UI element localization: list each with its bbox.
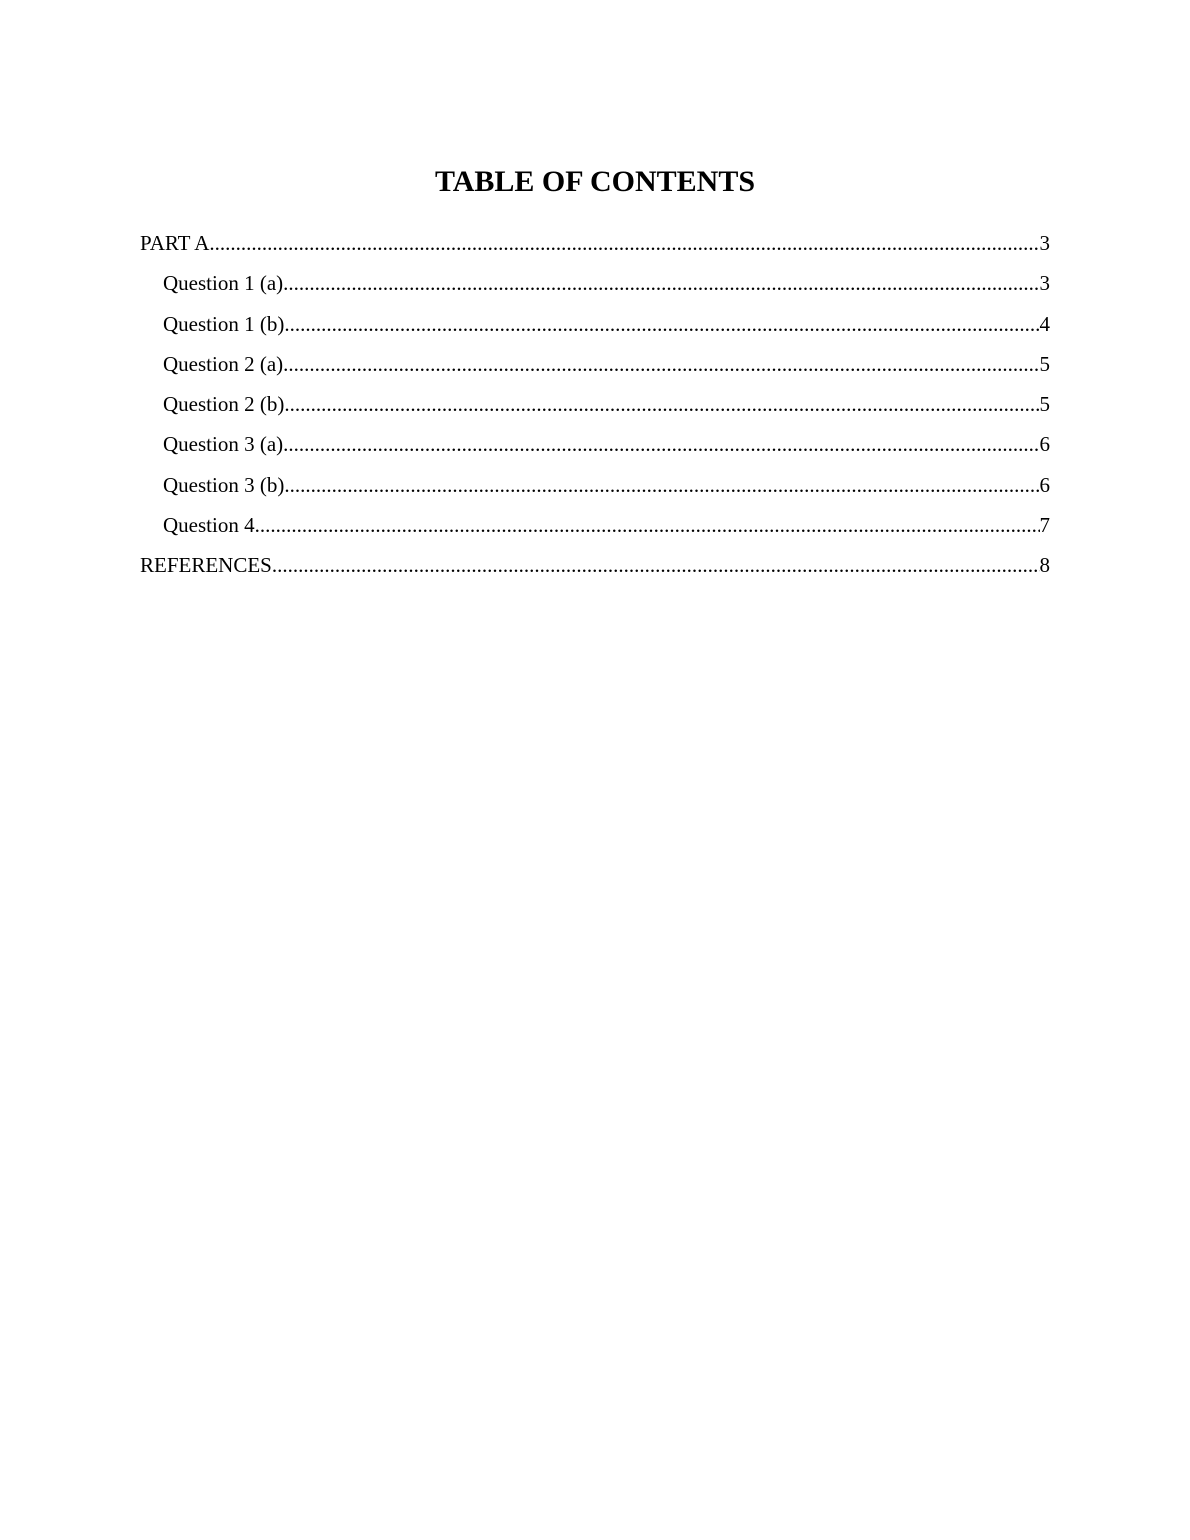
toc-entry-question-3a[interactable] [140,426,1050,466]
toc-entry-label: Question 2 (b) [163,392,285,417]
toc-entry-question-1b[interactable] [140,306,1050,346]
toc-entry-question-2a[interactable] [140,346,1050,386]
toc-title: TABLE OF CONTENTS [434,165,756,198]
toc-entry-label: PART A [140,231,210,255]
toc-entry-label: Question 1 (b) [163,311,285,336]
toc-entry-label: Question 3 (a) [163,432,284,457]
toc-dot-leader [283,265,1039,301]
toc-page-number: 4 [1039,311,1050,336]
toc-page-number: 3 [1039,231,1050,255]
toc-entry-label: REFERENCES [140,553,272,578]
toc-entry-question-4[interactable] [140,507,1050,547]
toc-page-number: 7 [1039,513,1050,538]
toc-entry-references[interactable] [140,547,1050,587]
toc-entry-label: Question 3 (b) [163,472,285,497]
toc-dot-leader [209,225,1039,261]
toc-entry-label: Question 1 (a) [163,271,284,296]
toc-dot-leader [284,306,1039,342]
toc-dot-leader [283,426,1039,462]
toc-page-number: 3 [1039,271,1050,296]
toc-entry-question-2b[interactable] [140,386,1050,426]
toc-entry-label: Question 4 [163,513,255,538]
toc-entry-part-a[interactable] [140,225,1050,265]
toc-entry-question-3b[interactable] [140,467,1050,507]
toc-page-number: 8 [1039,553,1050,578]
toc-dot-leader [283,346,1039,382]
toc-list [140,225,1050,588]
toc-entry-question-1a[interactable] [140,265,1050,305]
toc-page-number: 5 [1039,392,1050,417]
toc-dot-leader [255,507,1040,543]
toc-dot-leader [284,386,1039,422]
toc-dot-leader [272,547,1040,583]
toc-entry-label: Question 2 (a) [163,351,284,376]
toc-page-number: 6 [1039,432,1050,457]
toc-page-number: 6 [1039,472,1050,497]
toc-dot-leader [284,467,1039,503]
toc-page-number: 5 [1039,351,1050,376]
